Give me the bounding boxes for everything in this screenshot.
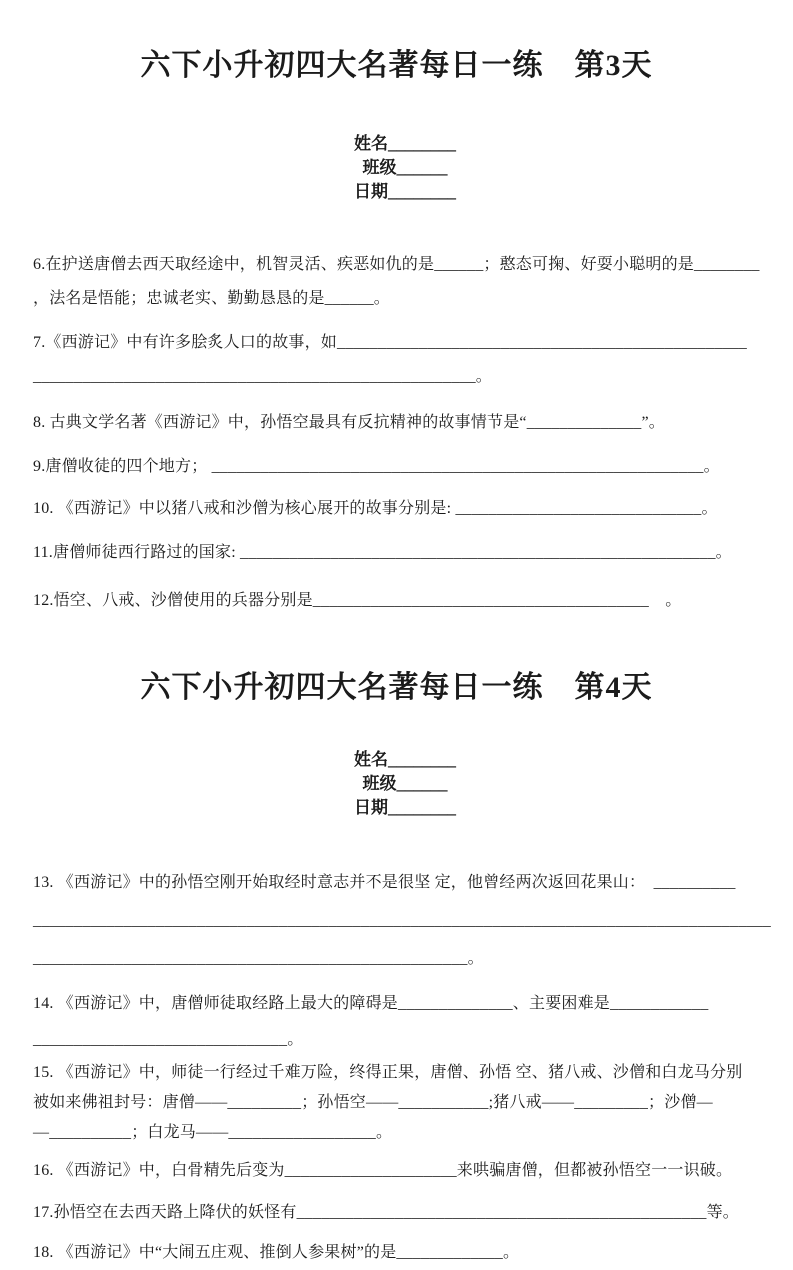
header-fields-day3 [33,108,760,228]
question-9-line-1: 9.唐僧收徒的四个地方； ____________________________________________________________。 [33,458,720,475]
question-6 [33,248,760,316]
question-16 [33,1154,760,1188]
question-15 [33,1058,760,1148]
question-9 [33,450,760,484]
question-14-line-2: _______________________________。 [33,1031,304,1048]
question-15-line-3: —__________；白龙马——__________________。 [33,1124,393,1141]
class-field: 班级______ [362,158,448,177]
question-7 [33,326,760,394]
question-11 [33,536,760,570]
question-14 [33,986,760,1058]
question-13-line-1: 13. 《西游记》中的孙悟空刚开始取经时意志并不是很坚 定，他曾经两次返回花果山： __________ [33,874,736,891]
question-10 [33,492,760,526]
question-13-line-3: _____________________________________________________。 [33,950,484,967]
question-12-line-1: 12.悟空、八戒、沙僧使用的兵器分别是_________________________________________ 。 [33,592,682,609]
name-field: 姓名________ [354,134,456,153]
question-7-line-2: ______________________________________________________。 [33,368,492,385]
date-field: 日期________ [354,798,456,817]
class-field: 班级______ [362,774,448,793]
question-6-line-1: 6.在护送唐僧去西天取经途中，机智灵活、疾恶如仇的是______；憨态可掬、好耍小聪明的是________ [33,256,760,273]
section-title-day4: 六下小升初四大名著每日一练 第4天 [140,671,653,704]
question-11-line-1: 11.唐僧师徒西行路过的国家: __________________________________________________________。 [33,544,732,561]
question-14-line-1: 14. 《西游记》中，唐僧师徒取经路上最大的障碍是______________、主要困难是____________ [33,995,709,1012]
section-title-day3: 六下小升初四大名著每日一练 第3天 [140,49,653,82]
header-fields-day4 [33,724,760,844]
question-7-line-1: 7.《西游记》中有许多脍炙人口的故事，如__________________________________________________ [33,334,748,351]
name-field: 姓名________ [354,750,456,769]
question-15-line-1: 15. 《西游记》中，师徒一行经过千难万险，终得正果，唐僧、孙悟 空、猪八戒、沙僧和白龙马分别 [33,1064,743,1081]
question-15-line-2: 被如来佛祖封号：唐僧——_________；孙悟空——___________;猪八戒——_________；沙僧— [33,1094,713,1111]
question-16-line-1: 16. 《西游记》中，白骨精先后变为_____________________来哄骗唐僧，但都被孙悟空一一识破。 [33,1162,733,1179]
question-6-line-2: ，法名是悟能；忠诚老实、勤勤恳恳的是______。 [33,290,391,307]
worksheet-page [0,46,793,1261]
question-12 [33,584,760,618]
question-8 [33,406,760,440]
date-field: 日期________ [354,182,456,201]
question-13 [33,864,771,978]
question-17-line-1: 17.孙悟空在去西天路上降伏的妖怪有__________________________________________________等。 [33,1204,740,1221]
question-8-line-1: 8. 古典文学名著《西游记》中，孙悟空最具有反抗精神的故事情节是“______________”。 [33,414,666,431]
question-10-line-1: 10. 《西游记》中以猪八戒和沙僧为核心展开的故事分别是: ______________________________。 [33,500,718,517]
question-13-line-2: __________________________________________________________________________________________ [33,912,771,929]
question-18 [33,1236,760,1270]
question-17 [33,1196,760,1230]
question-18-line-1: 18. 《西游记》中“大闹五庄观、推倒人参果树”的是_____________。 [33,1244,520,1261]
